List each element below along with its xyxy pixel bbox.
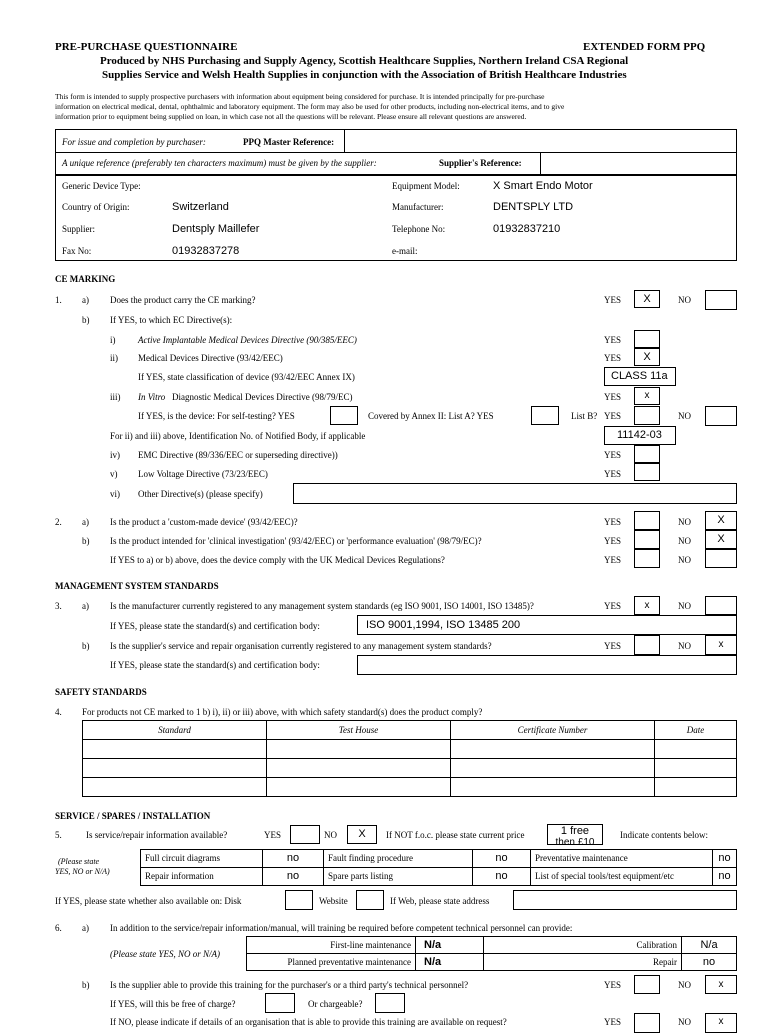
- q6b-yes-box[interactable]: [634, 975, 660, 994]
- yes-label: YES: [604, 980, 622, 990]
- intro-line-3: information prior to equipment being supplied on loan, in which case not all the questions will be relevant. Please ensure all relevant questions are answered.: [55, 112, 527, 121]
- intro-line-1: This form is intended to supply prospective purchasers with information about equipment being considered for purchase. It is intended principally for pre-purchase: [55, 92, 545, 101]
- supplier-note: A unique reference (preferably ten characters maximum) must be given by the supplier:: [62, 158, 377, 168]
- directive-i-yes-box[interactable]: [634, 330, 660, 348]
- country-value[interactable]: Switzerland: [172, 201, 229, 213]
- annex-list-a-question: Covered by Annex II: List A? YES: [368, 411, 494, 421]
- table-cell: Full circuit diagrams: [141, 850, 263, 868]
- item-letter: a): [82, 295, 89, 305]
- self-test-yes-box[interactable]: [330, 406, 358, 425]
- question-number: 2.: [55, 517, 62, 527]
- model-label: Equipment Model:: [392, 181, 460, 191]
- item-numeral: v): [110, 469, 118, 479]
- q5-price-question: If NOT f.o.c. please state current price: [386, 830, 525, 840]
- yes-label: YES: [604, 295, 622, 305]
- directive-v-yes-box[interactable]: [634, 463, 660, 481]
- master-ref-field[interactable]: [348, 131, 734, 150]
- table-cell: Preventative maintenance: [531, 850, 713, 868]
- yes-label: YES: [604, 641, 622, 651]
- contents-note: Indicate contents below:: [620, 830, 708, 840]
- yes-label: YES: [604, 353, 622, 363]
- notified-body-question: For ii) and iii) above, Identification No. of Notified Body, if applicable: [110, 431, 366, 441]
- manufacturer-label: Manufacturer:: [392, 202, 444, 212]
- table-cell[interactable]: [267, 759, 451, 778]
- section-heading-ce: CE MARKING: [55, 274, 116, 284]
- column-header: Date: [655, 721, 737, 740]
- yes-label: YES: [604, 450, 622, 460]
- q1a-yes-box[interactable]: X: [634, 290, 660, 308]
- q6b-free-question: If YES, will this be free of charge?: [110, 999, 236, 1009]
- free-of-charge-box[interactable]: [265, 993, 295, 1013]
- yes-label: YES: [604, 536, 622, 546]
- table-cell[interactable]: [83, 759, 267, 778]
- item-letter: a): [82, 601, 89, 611]
- q3a-no-box[interactable]: [705, 596, 737, 615]
- q5-price-value-2: then £10: [555, 837, 595, 845]
- q6c-text: If NO, please indicate if details of an organisation that is able to provide this training are available on request?: [110, 1017, 507, 1027]
- divider: [540, 152, 541, 175]
- table-cell[interactable]: no: [713, 868, 737, 886]
- telephone-value[interactable]: 01932837210: [493, 223, 561, 235]
- no-label: NO: [324, 830, 337, 840]
- fax-label: Fax No:: [62, 246, 92, 256]
- no-label: NO: [678, 641, 691, 651]
- table-cell[interactable]: [83, 740, 267, 759]
- q6a-text: In addition to the service/repair information/manual, will training be required before competent technical personnel can provide:: [110, 923, 573, 933]
- directive-ii-yes-box[interactable]: X: [634, 348, 660, 366]
- q2a-yes-box[interactable]: [634, 511, 660, 530]
- table-cell: Spare parts listing: [324, 868, 473, 886]
- q6b-no-box[interactable]: x: [705, 975, 737, 994]
- question-number: 3.: [55, 601, 62, 611]
- yes-label: YES: [604, 335, 622, 345]
- telephone-label: Telephone No:: [392, 224, 446, 234]
- divider: [344, 129, 345, 152]
- item-numeral: i): [110, 335, 116, 345]
- website-label: Website: [319, 896, 348, 906]
- item-numeral: iv): [110, 450, 120, 460]
- table-cell: Repair: [484, 954, 682, 971]
- q2b-text: Is the product intended for 'clinical investigation' (93/42/EEC) or 'performance evaluation' (98/79/EC)?: [110, 536, 482, 546]
- yes-label: YES: [264, 830, 282, 840]
- table-cell: Calibration: [484, 937, 682, 954]
- item-numeral: vi): [110, 489, 120, 499]
- directive-i-text: Active Implantable Medical Devices Directive (90/385/EEC): [138, 335, 357, 345]
- q6b-text: Is the supplier able to provide this training for the purchaser's or a third party's technical personnel?: [110, 980, 469, 990]
- web-address-field[interactable]: [513, 890, 737, 910]
- chargeable-box[interactable]: [375, 993, 405, 1013]
- divider: [55, 152, 737, 153]
- list-b-no-box[interactable]: [705, 406, 737, 426]
- q3b-yes-box[interactable]: [634, 635, 660, 655]
- q2b-yes-box[interactable]: [634, 530, 660, 549]
- q2c-text: If YES to a) or b) above, does the device comply with the UK Medical Devices Regulations?: [110, 555, 445, 565]
- column-header: Test House: [267, 721, 451, 740]
- list-b-yes-box[interactable]: [634, 406, 660, 425]
- item-letter: b): [82, 641, 90, 651]
- table-cell[interactable]: [267, 740, 451, 759]
- fax-value[interactable]: 01932837278: [172, 245, 240, 257]
- supplier-ref-label: Supplier's Reference:: [439, 158, 522, 168]
- q5-no-box[interactable]: X: [347, 825, 377, 844]
- website-box[interactable]: [356, 890, 384, 910]
- list-b-label: List B?: [571, 411, 598, 421]
- column-header: Certificate Number: [451, 721, 655, 740]
- chargeable-label: Or chargeable?: [308, 999, 363, 1009]
- q3a-sub-text: If YES, please state the standard(s) and certification body:: [110, 621, 320, 631]
- no-label: NO: [678, 295, 691, 305]
- q5-text: Is service/repair information available?: [86, 830, 228, 840]
- form-type: EXTENDED FORM PPQ: [583, 41, 706, 53]
- generic-device-label: Generic Device Type:: [62, 181, 141, 191]
- table-cell[interactable]: [267, 778, 451, 797]
- item-letter: a): [82, 517, 89, 527]
- yes-label: YES: [604, 1017, 622, 1027]
- supplier-label: Supplier:: [62, 224, 95, 234]
- intro-line-2: information on electrical medical, dental, ophthalmic and laboratory equipment. The form may also be used for other products, including non-electrical items, and to give: [55, 102, 565, 111]
- question-number: 1.: [55, 295, 62, 305]
- question-number: 4.: [55, 707, 62, 717]
- table-cell[interactable]: no: [263, 868, 324, 886]
- no-label: NO: [678, 601, 691, 611]
- model-value[interactable]: X Smart Endo Motor: [493, 180, 593, 192]
- table-cell[interactable]: [83, 778, 267, 797]
- table-cell[interactable]: no: [713, 850, 737, 868]
- purchaser-note: For issue and completion by purchaser:: [62, 137, 206, 147]
- safety-standards-table: [82, 720, 737, 797]
- table-cell[interactable]: no: [263, 850, 324, 868]
- state-note-line-1: (Please state: [58, 857, 100, 866]
- table-cell[interactable]: [451, 740, 655, 759]
- classification-question: If YES, state classification of device (93/42/EEC Annex IX): [138, 372, 355, 382]
- directive-vi-text: Other Directive(s) (please specify): [138, 489, 263, 499]
- section-heading-mss: MANAGEMENT SYSTEM STANDARDS: [55, 581, 219, 591]
- q6c-yes-box[interactable]: [634, 1013, 660, 1033]
- q3a-text: Is the manufacturer currently registered to any management system standards (eg ISO 9001, ISO 14001, ISO 13485)?: [110, 601, 534, 611]
- q3b-sub-text: If YES, please state the standard(s) and certification body:: [110, 660, 320, 670]
- no-label: NO: [678, 555, 691, 565]
- table-cell[interactable]: N/a: [416, 937, 484, 954]
- table-row: [247, 937, 737, 954]
- directive-v-text: Low Voltage Directive (73/23/EEC): [138, 469, 268, 479]
- self-test-question: If YES, is the device: For self-testing? YES: [138, 411, 295, 421]
- table-row: [141, 850, 737, 868]
- table-cell: Fault finding procedure: [324, 850, 473, 868]
- q2c-yes-box[interactable]: [634, 549, 660, 568]
- table-header-row: [83, 721, 737, 740]
- directive-iv-yes-box[interactable]: [634, 445, 660, 463]
- directive-iii-text: Diagnostic Medical Devices Directive (98/79/EC): [172, 392, 353, 402]
- no-label: NO: [678, 1017, 691, 1027]
- directive-iii-yes-box[interactable]: x: [634, 387, 660, 405]
- q2a-text: Is the product a 'custom-made device' (93/42/EEC)?: [110, 517, 298, 527]
- form-title: PRE-PURCHASE QUESTIONNAIRE: [55, 41, 238, 53]
- q6-state-note: (Please state YES, NO or N/A): [110, 949, 220, 959]
- table-row: [83, 740, 737, 759]
- q1b-text: If YES, to which EC Directive(s):: [110, 315, 233, 325]
- section-heading-safety: SAFETY STANDARDS: [55, 687, 147, 697]
- notified-body-value[interactable]: 11142-03: [604, 426, 676, 445]
- table-cell: Repair information: [141, 868, 263, 886]
- table-row: [141, 868, 737, 886]
- no-label: NO: [678, 517, 691, 527]
- q2a-no-box[interactable]: X: [705, 511, 737, 530]
- item-letter: b): [82, 980, 90, 990]
- q6c-no-box[interactable]: x: [705, 1013, 737, 1033]
- table-cell[interactable]: [451, 759, 655, 778]
- table-cell[interactable]: [655, 778, 737, 797]
- q3a-yes-box[interactable]: x: [634, 596, 660, 615]
- supplier-value[interactable]: Dentsply Maillefer: [172, 223, 260, 235]
- question-number: 6.: [55, 923, 62, 933]
- q5-yes-box[interactable]: [290, 825, 320, 844]
- directive-iv-text: EMC Directive (89/336/EEC or superseding directive)): [138, 450, 338, 460]
- q3b-no-box[interactable]: x: [705, 635, 737, 655]
- q5-price-box[interactable]: [547, 824, 603, 845]
- item-numeral: iii): [110, 392, 121, 402]
- section-heading-service: SERVICE / SPARES / INSTALLATION: [55, 811, 211, 821]
- q4-text: For products not CE marked to 1 b) i), ii) or iii) above, with which safety standard(s) does the product comply?: [82, 707, 483, 717]
- no-label: NO: [678, 536, 691, 546]
- table-cell[interactable]: no: [682, 954, 737, 971]
- directive-ii-text: Medical Devices Directive (93/42/EEC): [138, 353, 283, 363]
- table-cell[interactable]: [655, 759, 737, 778]
- table-cell[interactable]: no: [473, 850, 531, 868]
- table-cell[interactable]: N/a: [416, 954, 484, 971]
- manufacturer-value[interactable]: DENTSPLY LTD: [493, 201, 574, 213]
- table-cell: Planned preventative maintenance: [247, 954, 416, 971]
- column-header: Standard: [83, 721, 267, 740]
- q3b-standards-field[interactable]: [357, 655, 737, 675]
- table-cell[interactable]: no: [473, 868, 531, 886]
- q2b-no-box[interactable]: X: [705, 530, 737, 549]
- master-ref-label: PPQ Master Reference:: [243, 137, 335, 147]
- yes-label: YES: [604, 469, 622, 479]
- service-info-table: [140, 849, 737, 886]
- table-row: [83, 759, 737, 778]
- country-label: Country of Origin:: [62, 202, 130, 212]
- state-note-line-2: YES, NO or N/A): [55, 867, 110, 876]
- q2c-no-box[interactable]: [705, 549, 737, 568]
- list-a-yes-box[interactable]: [531, 406, 559, 425]
- no-label: NO: [678, 980, 691, 990]
- email-label: e-mail:: [392, 246, 418, 256]
- table-cell[interactable]: [655, 740, 737, 759]
- training-table: [246, 936, 737, 971]
- disk-box[interactable]: [285, 890, 313, 910]
- table-row: [247, 954, 737, 971]
- table-cell[interactable]: N/a: [682, 937, 737, 954]
- table-cell: First-line maintenance: [247, 937, 416, 954]
- q5-price-value: 1 free: [560, 825, 590, 837]
- yes-label: YES: [604, 601, 622, 611]
- question-number: 5.: [55, 830, 62, 840]
- yes-label: YES: [604, 392, 622, 402]
- table-row: [83, 778, 737, 797]
- q1a-text: Does the product carry the CE marking?: [110, 295, 256, 305]
- producer-line-1: Produced by NHS Purchasing and Supply Agency, Scottish Healthcare Supplies, Northern Ireland CSA Regional: [100, 55, 629, 67]
- other-directives-field[interactable]: [293, 483, 737, 504]
- supplier-ref-field[interactable]: [544, 154, 734, 173]
- availability-question: If YES, please state whether also available on: Disk: [55, 896, 242, 906]
- q3a-standards-value[interactable]: ISO 9001,1994, ISO 13485 200: [357, 615, 737, 635]
- item-letter: b): [82, 536, 90, 546]
- no-label: NO: [678, 411, 691, 421]
- yes-label: YES: [604, 555, 622, 565]
- q1a-no-box[interactable]: [705, 290, 737, 310]
- in-vitro-text: In Vitro: [138, 392, 166, 402]
- web-address-label: If Web, please state address: [390, 896, 490, 906]
- q3b-text: Is the supplier's service and repair organisation currently registered to any management system standards?: [110, 641, 492, 651]
- item-numeral: ii): [110, 353, 118, 363]
- table-cell: List of special tools/test equipment/etc: [531, 868, 713, 886]
- yes-label: YES: [604, 411, 622, 421]
- producer-line-2: Supplies Service and Welsh Health Supplies in conjunction with the Association of British Healthcare Industries: [102, 69, 627, 81]
- table-cell[interactable]: [451, 778, 655, 797]
- classification-value[interactable]: CLASS 11a: [604, 367, 676, 386]
- item-letter: b): [82, 315, 90, 325]
- yes-label: YES: [604, 517, 622, 527]
- item-letter: a): [82, 923, 89, 933]
